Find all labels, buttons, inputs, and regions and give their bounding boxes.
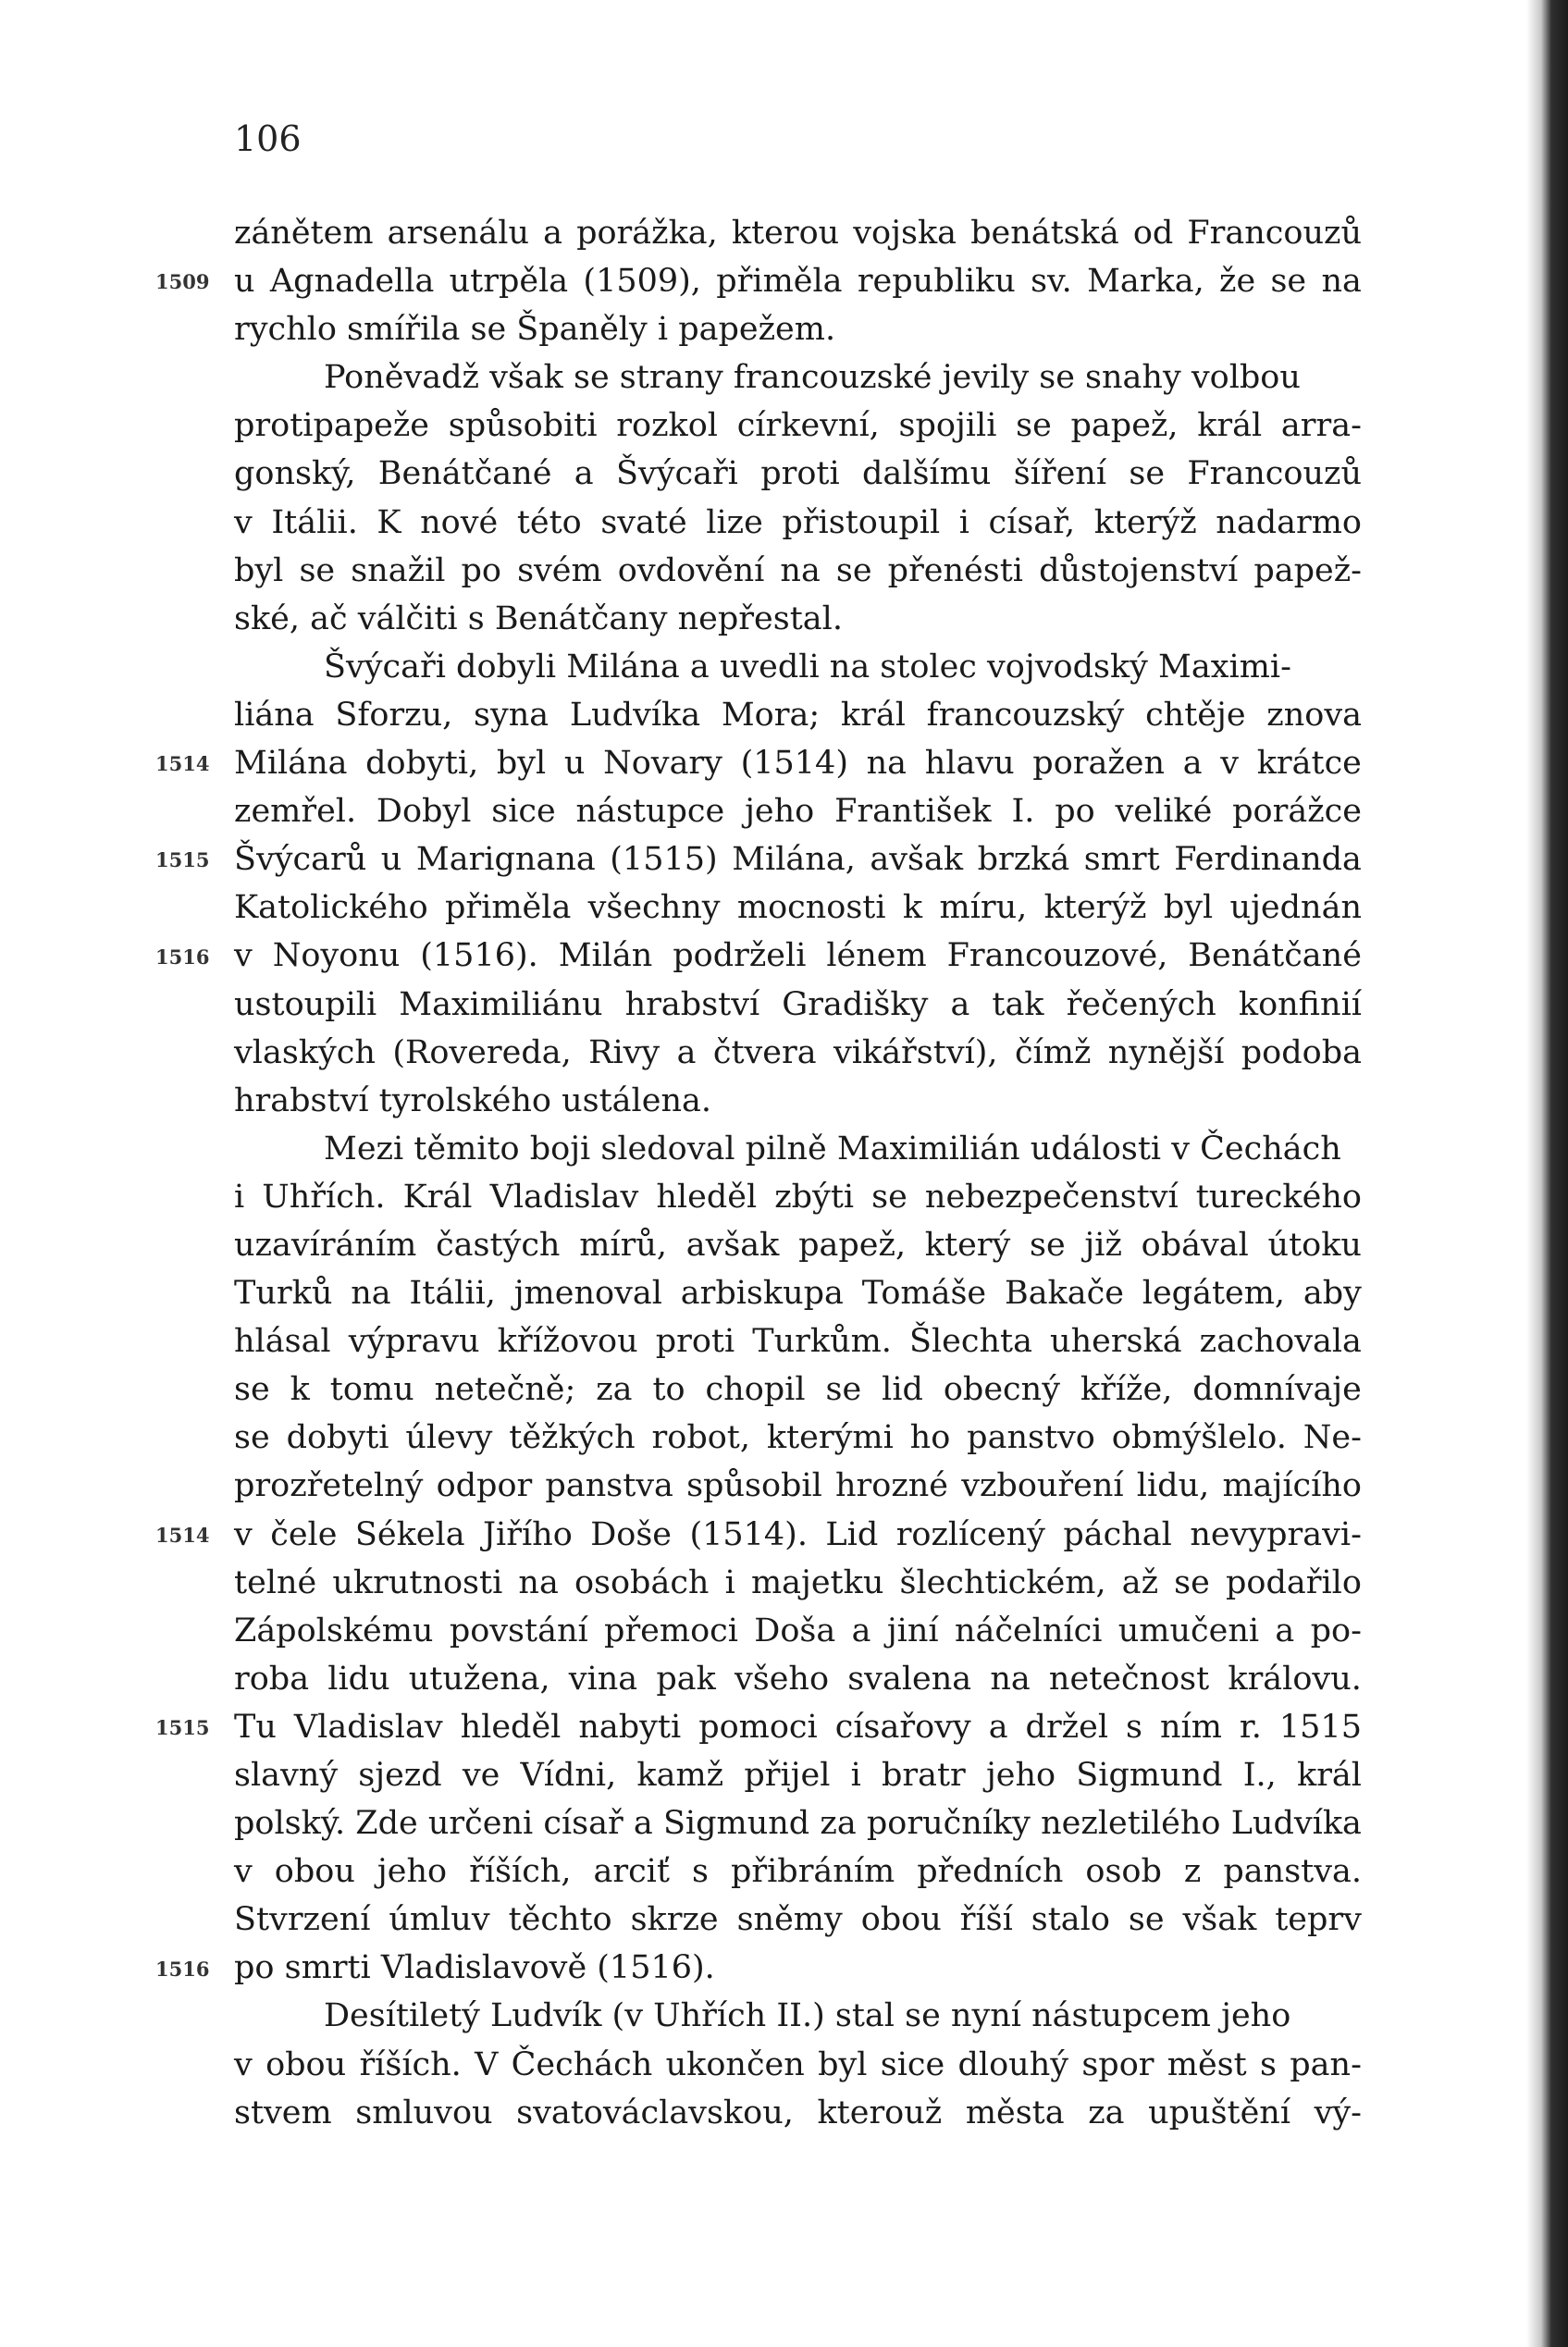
margin-year: 1516 bbox=[155, 1957, 210, 1981]
text-line: i Uhřích. Král Vladislav hleděl zbýti se nebezpečenství tureckého bbox=[234, 1178, 1362, 1216]
text-line: rychlo smířila se Španěly i papežem. bbox=[234, 311, 836, 349]
text-line: telné ukrutnosti na osobách i majetku šlechtickém, až se podařilo bbox=[234, 1563, 1362, 1601]
text-line: zemřel. Dobyl sice nástupce jeho František I. po veliké porážce bbox=[234, 793, 1362, 831]
margin-year: 1515 bbox=[155, 1716, 210, 1740]
text-line: Milána dobyti, byl u Novary (1514) na hlavu poražen a v krátce bbox=[234, 745, 1362, 783]
text-line: byl se snažil po svém ovdovění na se přenésti důstojenství papež- bbox=[234, 551, 1362, 589]
text-line: Tu Vladislav hleděl nabyti pomoci císařovy a držel s ním r. 1515 bbox=[234, 1708, 1362, 1746]
text-line: po smrti Vladislavově (1516). bbox=[234, 1949, 715, 1987]
page-edge-shadow bbox=[1526, 0, 1568, 2347]
text-line: hrabství tyrolského ustálena. bbox=[234, 1081, 711, 1119]
text-line: v Noyonu (1516). Milán podrželi lénem Francouzové, Benátčané bbox=[234, 937, 1362, 975]
margin-year: 1515 bbox=[155, 848, 210, 872]
text-line: Stvrzení úmluv těchto skrze sněmy obou říší stalo se však teprv bbox=[234, 1901, 1362, 1939]
margin-year: 1509 bbox=[155, 270, 210, 294]
text-line: protipapeže spůsobiti rozkol církevní, spojili se papež, král arra- bbox=[234, 407, 1362, 445]
text-line: Mezi těmito boji sledoval pilně Maximilián události v Čechách bbox=[324, 1130, 1341, 1167]
text-line: v čele Sékela Jiřího Doše (1514). Lid rozlícený páchal nevypravi- bbox=[234, 1515, 1362, 1553]
margin-year: 1514 bbox=[155, 1523, 210, 1547]
text-line: liána Sforzu, syna Ludvíka Mora; král francouzský chtěje znova bbox=[234, 696, 1362, 734]
text-line: hlásal výpravu křížovou proti Turkům. Šlechta uherská zachovala bbox=[234, 1323, 1362, 1361]
page-number: 106 bbox=[234, 118, 302, 159]
text-line: u Agnadella utrpěla (1509), přiměla republiku sv. Marka, že se na bbox=[234, 263, 1362, 301]
margin-year: 1516 bbox=[155, 945, 210, 969]
text-line: gonský, Benátčané a Švýcaři proti dalšímu šíření se Francouzů bbox=[234, 455, 1362, 493]
text-line: se k tomu netečně; za to chopil se lid obecný kříže, domnívaje bbox=[234, 1371, 1362, 1409]
text-line: ustoupili Maximiliánu hrabství Gradišky a tak řečených konfinií bbox=[234, 985, 1362, 1023]
text-line: zánětem arsenálu a porážka, kterou vojska benátská od Francouzů bbox=[234, 215, 1362, 252]
text-line: Katolického přiměla všechny mocnosti k míru, kterýž byl ujednán bbox=[234, 889, 1362, 927]
text-line: prozřetelný odpor panstva spůsobil hrozné vzbouření lidu, majícího bbox=[234, 1467, 1362, 1505]
body-text bbox=[234, 209, 1362, 2137]
text-line: se dobyti úlevy těžkých robot, kterými ho panstvo obmýšlelo. Ne- bbox=[234, 1419, 1362, 1457]
text-line: vlaských (Rovereda, Rivy a čtvera vikářství), čímž nynější podoba bbox=[234, 1033, 1362, 1071]
text-line: stvem smluvou svatováclavskou, kterouž města za upuštění vý- bbox=[234, 2094, 1362, 2131]
text-line: Desítiletý Ludvík (v Uhřích II.) stal se nyní nástupcem jeho bbox=[324, 1997, 1291, 2035]
text-line: v obou jeho říších, arciť s přibráním předních osob z panstva. bbox=[234, 1853, 1362, 1891]
text-line: Švýcarů u Marignana (1515) Milána, avšak brzká smrt Ferdinanda bbox=[234, 841, 1362, 879]
text-line: Turků na Itálii, jmenoval arbiskupa Tomáše Bakače legátem, aby bbox=[234, 1275, 1362, 1313]
text-line: Zápolskému povstání přemoci Doša a jiní náčelníci umučeni a po- bbox=[234, 1612, 1362, 1649]
text-line: slavný sjezd ve Vídni, kamž přijel i bratr jeho Sigmund I., král bbox=[234, 1757, 1362, 1794]
text-line: v Itálii. K nové této svaté lize přistoupil i císař, kterýž nadarmo bbox=[234, 503, 1362, 541]
text-line: ské, ač válčiti s Benátčany nepřestal. bbox=[234, 599, 843, 637]
text-line: Poněvadž však se strany francouzské jevily se snahy volbou bbox=[324, 359, 1301, 397]
text-line: v obou říších. V Čechách ukončen byl sice dlouhý spor měst s pan- bbox=[234, 2045, 1362, 2083]
text-line: polský. Zde určeni císař a Sigmund za poručníky nezletilého Ludvíka bbox=[234, 1805, 1362, 1843]
text-line: roba lidu utužena, vina pak všeho svalena na netečnost královu. bbox=[234, 1660, 1362, 1698]
margin-year: 1514 bbox=[155, 752, 210, 776]
text-line: uzavíráním častých mírů, avšak papež, který se již obával útoku bbox=[234, 1226, 1362, 1264]
text-line: Švýcaři dobyli Milána a uvedli na stolec vojvodský Maximi- bbox=[324, 648, 1291, 686]
